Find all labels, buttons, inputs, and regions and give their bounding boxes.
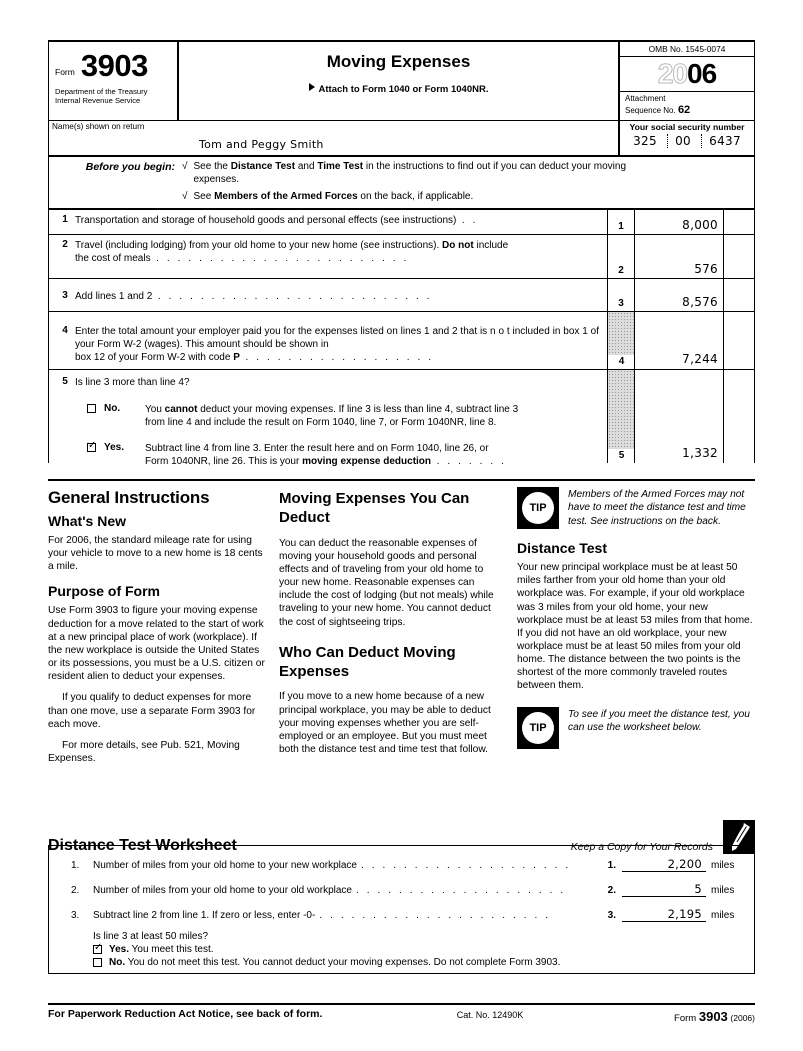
footer-form-number: 3903 [698, 1009, 728, 1024]
line-4-code-p: P [233, 352, 240, 364]
line-4-text-d: box 12 of your Form W-2 with code [75, 352, 234, 364]
line-4-number: 4 [62, 325, 68, 337]
attachment-sequence [620, 92, 754, 120]
instructions-column-2 [279, 487, 517, 773]
ws-row-3-leader: . . . . . . . . . . . . . . . . . . . . . . [319, 910, 551, 921]
ws-row-1-leader: . . . . . . . . . . . . . . . . . . . . [361, 860, 571, 871]
name-value: Tom and Peggy Smith [199, 137, 324, 151]
whats-new-body: For 2006, the standard mileage rate for using your vehicle to move to a new home is 18 cents a mile. [48, 534, 263, 573]
ws-row-3-label: Subtract line 2 from line 1. If zero or less, enter -0- [93, 910, 316, 921]
attachment-label: Attachment [625, 94, 666, 103]
name-caption: Name(s) shown on return [52, 121, 145, 131]
who-can-deduct-body: If you move to a new home because of a new principal workplace, you may be able to deduct your moving expenses whether you are self-employed or an employee. But you must meet both the distance test and time test that follow. [279, 691, 491, 756]
omb-block [620, 42, 754, 120]
department-line-1: Department of the Treasury [55, 87, 148, 96]
byb1-distance-test: Distance Test [230, 160, 296, 172]
tip-worksheet [517, 707, 755, 749]
checkmark-icon: √ [182, 160, 188, 172]
no-label: No. [104, 403, 121, 415]
tip-icon-2-label: TIP [522, 712, 554, 744]
whats-new-heading: What's New [48, 512, 127, 529]
worksheet-yes-text: You meet this test. [129, 944, 214, 955]
omb-number: OMB No. 1545-0074 [620, 42, 754, 57]
instructions-column-1 [48, 487, 279, 773]
line-4-shaded-cell [607, 312, 634, 369]
checkmark-icon-2: √ [182, 191, 188, 203]
ws-row-3-value[interactable]: 2,195 [622, 907, 706, 922]
line-3-cents[interactable] [723, 279, 753, 311]
form-title-block [179, 42, 620, 120]
worksheet-yes-label: Yes. [109, 944, 130, 955]
tip-worksheet-text: To see if you meet the distance test, you can use the worksheet below. [568, 708, 750, 733]
tax-year-prefix: 20 [657, 58, 687, 89]
ws-row-3-unit: miles [711, 910, 735, 921]
line-4-text-a: Enter the total amount your employer paid you for the expenses listed on lines 1 and 2 that is [75, 326, 488, 338]
line-2-text-d: the cost of meals [75, 253, 151, 265]
line-3-amount[interactable]: 8,576 [634, 279, 723, 311]
tip-icon-2 [517, 707, 559, 749]
attach-instruction-text: Attach to Form 1040 or Form 1040NR. [318, 84, 489, 95]
yes-text-a: Subtract line 4 from line 3. Enter the result here and on Form 1040, line 26, or [145, 442, 489, 454]
line-2-leader: . . . . . . . . . . . . . . . . . . . . . . . . [156, 253, 409, 265]
line-3-row [49, 278, 754, 311]
byb2-armed-forces: Members of the Armed Forces [214, 191, 358, 203]
byb1-c: and [295, 160, 318, 172]
ssn-caption: Your social security number [629, 121, 745, 132]
line-1-leader: . . [461, 215, 479, 227]
byb2-c: on the back, if applicable. [357, 191, 474, 203]
line-1-cents[interactable] [723, 210, 753, 234]
paperwork-notice: For Paperwork Reduction Act Notice, see back of form. [48, 1008, 323, 1020]
byb1-e: in the instructions to find out if you can deduct your moving [363, 160, 627, 172]
attach-instruction [179, 83, 618, 95]
line-2-number: 2 [62, 239, 68, 251]
line-5-no-option[interactable] [55, 403, 603, 429]
line-5-number: 5 [62, 376, 68, 388]
line-1-box-number: 1 [607, 210, 634, 234]
line-5-box-number: 5 [608, 449, 635, 463]
ws-row-2-unit: miles [711, 885, 735, 896]
ws-row-1-number: 1. [71, 860, 80, 871]
ws-row-3-right-number: 3. [607, 910, 616, 921]
worksheet-yes-checkbox[interactable] [93, 945, 102, 954]
line-3-box-number: 3 [607, 279, 634, 311]
line-2-text-a: Travel (including lodging) from your old home to your new home (see instructions). [75, 240, 443, 252]
ws-row-1-label: Number of miles from your old home to your new workplace [93, 860, 357, 871]
line-4-box-number: 4 [608, 355, 635, 369]
keep-copy-note: Keep a Copy for Your Records [570, 841, 713, 853]
right-arrow-icon [309, 83, 315, 91]
purpose-heading: Purpose of Form [48, 583, 161, 600]
who-can-deduct-heading: Who Can Deduct Moving Expenses [279, 643, 456, 681]
form-footer [48, 1003, 755, 1024]
footer-year: (2006) [730, 1013, 755, 1023]
line-4-not: n o t [490, 326, 510, 338]
worksheet-no-label: No. [109, 957, 126, 968]
tax-year-suffix: 06 [687, 58, 717, 89]
byb1-f: expenses. [193, 173, 240, 185]
tip-icon-label: TIP [522, 492, 554, 524]
line-5-text: Is line 3 more than line 4? [75, 377, 190, 389]
before-you-begin-label: Before you begin: [85, 160, 175, 173]
ssn-part-3: 6437 [701, 134, 741, 148]
tip-icon [517, 487, 559, 529]
ws-row-1-unit: miles [711, 860, 735, 871]
distance-test-body: Your new principal workplace must be at least 50 miles farther from your old home than your old workplace was. For example, if your old workplace was 3 miles from your old home, your new workplace must be at least 53 miles from that home. If you did not have an old workplace, your new workplace must be at least 50 miles from your old home. The distance between the two points is the shortest of the more commonly traveled routes between them. [517, 562, 753, 692]
department-block [55, 88, 171, 106]
line-5-amount[interactable]: 1,332 [634, 370, 723, 463]
ssn-part-2: 00 [667, 134, 691, 148]
before-you-begin-item-1 [182, 161, 748, 187]
ws-row-1-value[interactable]: 2,200 [622, 857, 706, 872]
form-header-and-lines [48, 40, 755, 467]
line-2-cents[interactable] [723, 235, 753, 278]
numbered-lines [49, 210, 754, 467]
purpose-paragraph-3: For more details, see Pub. 521, Moving Expenses. [48, 739, 240, 765]
line-1-row [49, 210, 754, 234]
line-5-cents[interactable] [723, 370, 753, 463]
no-cannot: cannot [164, 404, 198, 416]
sequence-number: 62 [677, 104, 691, 116]
ws-row-1-right-number: 1. [607, 860, 616, 871]
taxpayer-row [49, 121, 754, 157]
name-field[interactable] [49, 121, 620, 155]
line-4-row [49, 311, 754, 369]
purpose-paragraph-1: Use Form 3903 to figure your moving expense deduction for a move related to the start of work at a new principal place of work (workplace). If the new workplace is outside the United States or its possessions, you must be a U.S. citizen or resident alien to deduct your expenses. [48, 605, 265, 683]
line-5-yes-option[interactable] [55, 442, 603, 468]
worksheet-row [49, 877, 754, 902]
tax-year [620, 57, 754, 92]
instructions-column-3 [517, 487, 755, 773]
worksheet-row [49, 902, 754, 927]
form-label: Form [55, 67, 75, 77]
worksheet-box [48, 845, 755, 974]
ssn-field[interactable] [620, 121, 754, 155]
yes-label: Yes. [104, 441, 125, 453]
line-5-shaded-cell [607, 370, 634, 463]
byb1-a: See the [193, 160, 231, 172]
footer-form-label: Form [674, 1013, 697, 1024]
yes-text-b: Form 1040NR, line 26. This is your [145, 455, 303, 467]
department-line-2: Internal Revenue Service [55, 95, 141, 105]
worksheet-no-text: You do not meet this test. You cannot deduct your moving expenses. Do not complete Form 3903. [125, 957, 561, 968]
line-4-cents[interactable] [723, 312, 753, 369]
no-text-d: from line 4 and include the result on Form 1040, line 7, or Form 1040NR, line 8. [145, 417, 497, 429]
line-3-number: 3 [62, 290, 68, 302]
worksheet-no-checkbox[interactable] [93, 958, 102, 967]
yes-deduction: moving expense deduction [302, 455, 432, 467]
ws-row-2-label: Number of miles from your old home to your old workplace [93, 885, 352, 896]
yes-checkbox[interactable] [87, 443, 96, 452]
instructions-section [48, 487, 755, 773]
form-identity-block [49, 42, 179, 120]
no-text-a: You [145, 404, 165, 416]
ws-row-3-number: 3. [71, 910, 80, 921]
line-5-row [49, 369, 754, 467]
line-1-text: Transportation and storage of household goods and personal effects (see instructions) [75, 215, 457, 227]
general-instructions-heading: General Instructions [48, 488, 210, 507]
ws-row-2-value[interactable]: 5 [622, 882, 706, 897]
byb2-a: See [193, 191, 215, 203]
no-text-c: deduct your moving expenses. If line 3 is less than line 4, subtract line 3 [197, 404, 519, 416]
line-1-amount[interactable]: 8,000 [634, 210, 723, 234]
line-4-amount[interactable]: 7,244 [634, 312, 723, 369]
deduct-heading: Moving Expenses You Can Deduct [279, 490, 470, 527]
line-2-text-c: include [473, 240, 509, 252]
yes-leader: . . . . . . . [436, 455, 507, 467]
line-1-number: 1 [62, 214, 68, 226]
deduct-body: You can deduct the reasonable expenses of moving your household goods and personal effects and of traveling from your old home to your new home. Reasonable expenses can include the cost of lodging (but not meals) while traveling to your new home. You cannot deduct the cost of sightseeing trips. [279, 537, 494, 628]
sequence-label: Sequence No. [625, 106, 676, 115]
line-2-donot: Do not [442, 240, 474, 252]
line-4-leader: . . . . . . . . . . . . . . . . . . [245, 352, 434, 364]
no-checkbox[interactable] [87, 404, 96, 413]
line-2-row [49, 234, 754, 278]
footer-form-id [605, 1008, 755, 1024]
page-title: Moving Expenses [326, 52, 471, 71]
ssn-part-1: 325 [633, 133, 657, 148]
tip-armed-forces [517, 487, 755, 529]
worksheet-no-option[interactable] [49, 956, 754, 969]
distance-test-heading: Distance Test [517, 540, 607, 556]
line-3-text: Add lines 1 and 2 [75, 291, 153, 303]
worksheet-question: Is line 3 at least 50 miles? [93, 931, 209, 942]
form-number: 3903 [80, 47, 148, 83]
ws-row-2-right-number: 2. [607, 885, 616, 896]
tip-armed-forces-text: Members of the Armed Forces may not have to meet the distance test and time test. See instructions on the back. [568, 489, 746, 527]
worksheet-row [49, 852, 754, 877]
line-4-text-c: included in box 1 of your Form W-2 (wages). This amount should be shown in [75, 326, 600, 351]
form-header [49, 42, 754, 121]
worksheet-title: Distance Test Worksheet [48, 837, 237, 854]
line-3-leader: . . . . . . . . . . . . . . . . . . . . . . . . . . [157, 291, 433, 303]
line-2-amount[interactable]: 576 [634, 235, 723, 278]
before-you-begin-section [49, 157, 754, 210]
byb1-time-test: Time Test [317, 160, 364, 172]
purpose-paragraph-2: If you qualify to deduct expenses for more than one move, use a separate Form 3903 for each move. [48, 692, 256, 730]
catalog-number: Cat. No. 12490K [456, 1010, 524, 1020]
ws-row-2-leader: . . . . . . . . . . . . . . . . . . . . [356, 885, 566, 896]
worksheet-yes-option[interactable] [49, 943, 754, 956]
ws-row-2-number: 2. [71, 885, 80, 896]
before-you-begin-item-2 [182, 191, 748, 204]
line-2-box-number: 2 [607, 235, 634, 278]
form-bottom-rule [48, 479, 755, 481]
